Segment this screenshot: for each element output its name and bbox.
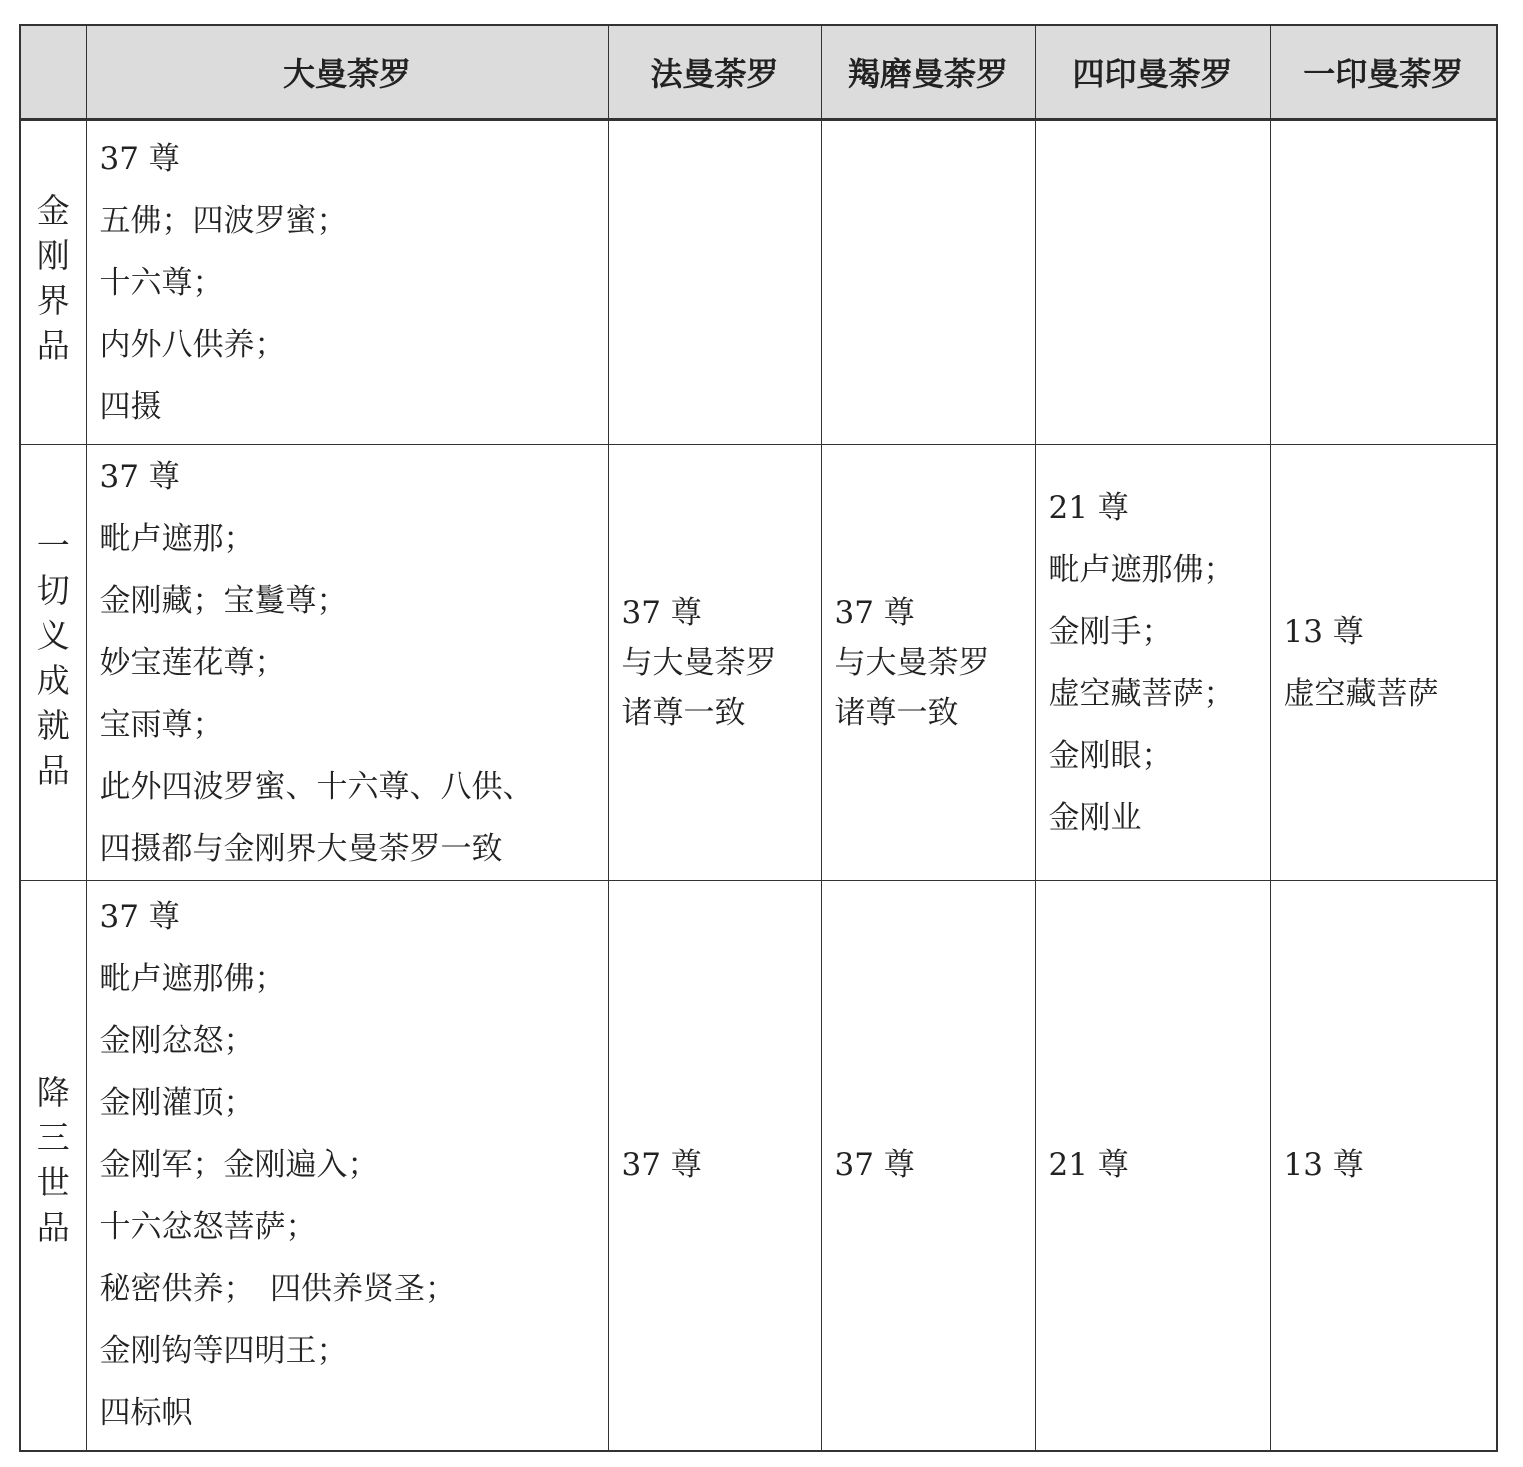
cell-line: 毗卢遮那佛； [99, 961, 286, 998]
cell-line: 37 尊 [99, 899, 180, 936]
table-row [20, 445, 1497, 881]
cell-line: 金刚灌顶； [99, 1085, 255, 1122]
cell-four-seal-mandala [1035, 881, 1270, 1451]
cell-line: 21 尊 [1048, 1147, 1129, 1184]
header-great-mandala: 大曼荼罗 [86, 25, 608, 120]
cell-line: 毗卢遮那； [99, 520, 255, 557]
row-label-text: 金刚界品 [36, 190, 70, 365]
header-four-seal-mandala: 四印曼荼罗 [1035, 25, 1270, 120]
cell-dharma-mandala [608, 445, 821, 881]
cell-line: 妙宝莲花尊； [99, 644, 286, 681]
cell-line: 虚空藏菩萨； [1048, 675, 1235, 712]
cell-great-mandala [86, 120, 608, 445]
cell-line: 宝雨尊； [99, 706, 224, 743]
cell-line: 十六尊； [99, 264, 224, 301]
cell-line: 十六忿怒菩萨； [99, 1209, 317, 1246]
cell-line: 金刚藏；宝鬘尊； [99, 582, 348, 619]
cell-line: 五佛；四波罗蜜； [99, 202, 348, 239]
header-row [20, 25, 1497, 120]
cell-four-seal-mandala [1035, 120, 1270, 445]
cell-line: 金刚忿怒； [99, 1023, 255, 1060]
header-dharma-mandala: 法曼荼罗 [608, 25, 821, 120]
cell-line: 13 尊 [1283, 613, 1364, 650]
cell-line: 金刚军；金刚遍入； [99, 1147, 379, 1184]
cell-line: 内外八供养； [99, 326, 286, 363]
cell-line: 与大曼荼罗 [834, 644, 990, 681]
cell-line: 37 尊 [99, 458, 180, 495]
header-one-seal-mandala: 一印曼荼罗 [1270, 25, 1497, 120]
cell-line: 金刚手； [1048, 613, 1173, 650]
cell-line: 与大曼荼罗 [621, 644, 777, 681]
table-row [20, 120, 1497, 445]
cell-line: 金刚钩等四明王； [99, 1333, 348, 1370]
cell-great-mandala [86, 881, 608, 1451]
cell-line: 37 尊 [834, 1147, 915, 1184]
row-label [20, 120, 86, 445]
cell-line: 四摄都与金刚界大曼荼罗一致 [99, 830, 503, 867]
cell-karma-mandala [821, 120, 1035, 445]
row-label [20, 445, 86, 881]
row-label-text: 一切义成就品 [36, 525, 70, 790]
cell-line: 37 尊 [834, 594, 915, 631]
cell-one-seal-mandala [1270, 881, 1497, 1451]
cell-line: 秘密供养； 四供养贤圣； [99, 1271, 456, 1308]
cell-one-seal-mandala [1270, 120, 1497, 445]
cell-line: 四标帜 [99, 1395, 193, 1432]
row-label [20, 881, 86, 1451]
cell-line: 金刚眼； [1048, 737, 1173, 774]
cell-line: 37 尊 [99, 140, 180, 177]
cell-line: 四摄 [99, 388, 162, 425]
mandala-table [19, 24, 1498, 1452]
cell-line: 13 尊 [1283, 1147, 1364, 1184]
cell-karma-mandala [821, 881, 1035, 1451]
cell-karma-mandala [821, 445, 1035, 881]
header-karma-mandala: 羯磨曼荼罗 [821, 25, 1035, 120]
cell-four-seal-mandala [1035, 445, 1270, 881]
cell-line: 金刚业 [1048, 799, 1142, 836]
cell-dharma-mandala [608, 881, 821, 1451]
row-label-text: 降三世品 [36, 1073, 70, 1248]
cell-line: 此外四波罗蜜、十六尊、八供、 [99, 768, 534, 805]
cell-dharma-mandala [608, 120, 821, 445]
cell-line: 37 尊 [621, 1147, 702, 1184]
cell-line: 诸尊一致 [834, 694, 959, 731]
cell-line: 37 尊 [621, 594, 702, 631]
cell-one-seal-mandala [1270, 445, 1497, 881]
cell-line: 毗卢遮那佛； [1048, 551, 1235, 588]
cell-line: 虚空藏菩萨 [1283, 675, 1439, 712]
header-corner [20, 25, 86, 120]
table-row [20, 881, 1497, 1451]
cell-line: 21 尊 [1048, 489, 1129, 526]
cell-line: 诸尊一致 [621, 694, 746, 731]
cell-great-mandala [86, 445, 608, 881]
